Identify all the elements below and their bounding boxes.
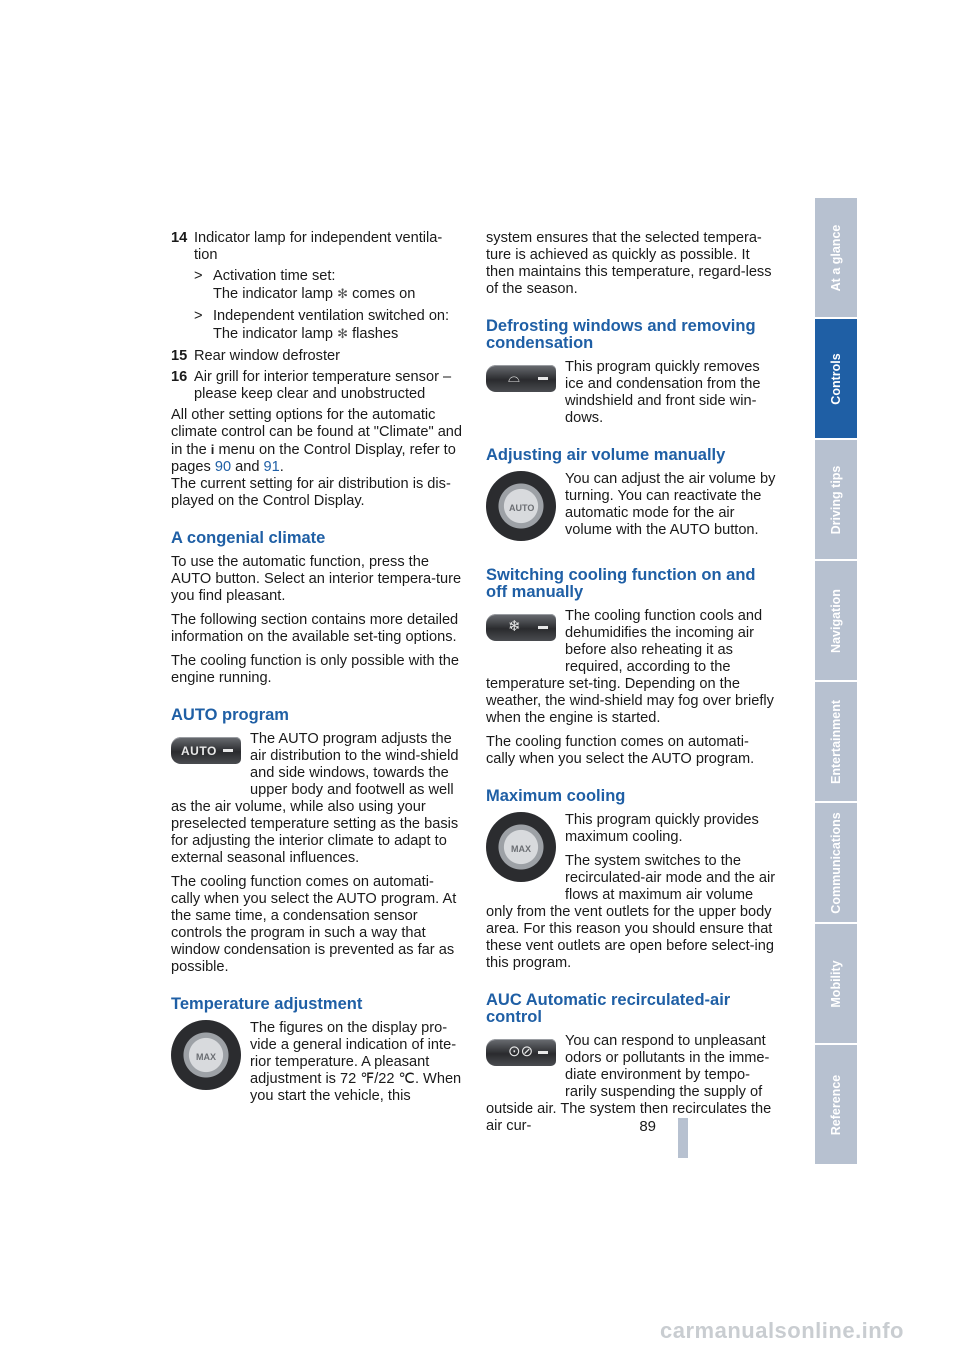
paragraph: The figures on the display pro-vide a general indication of inte-rior temperature. A pleasant adjustment is 72 ℉/22 ℃. When you start the vehicle, this xyxy=(250,1020,462,1104)
paragraph: You can adjust the air volume by turning. You can reactivate the automatic mode for the air volume with the AUTO button. xyxy=(565,471,776,538)
tab-label: Communications xyxy=(829,811,843,914)
list-item-16 xyxy=(171,369,463,403)
indicator-bar xyxy=(538,626,548,629)
button-label: AUTO xyxy=(181,744,217,758)
paragraph: The following section contains more detailed information on the available set-ting options. xyxy=(171,612,459,645)
paragraph: The cooling function comes on automati-cally when you select the AUTO program. xyxy=(486,734,755,767)
max-cooling-knob-image xyxy=(486,812,562,886)
tab-entertainment[interactable] xyxy=(815,682,857,801)
defrost-icon: ⌓ xyxy=(508,369,520,386)
temperature-knob-image xyxy=(171,1020,247,1094)
heading-maximum-cooling: Maximum cooling xyxy=(486,787,626,805)
item-number: 15 xyxy=(171,348,188,364)
item-text: Indicator lamp for independent ventila-tion xyxy=(194,230,443,263)
fan-indicator-icon: ✻ xyxy=(337,286,349,301)
tab-at-a-glance[interactable] xyxy=(815,198,857,317)
sub-line: The indicator lamp xyxy=(213,286,334,302)
info-menu-icon: i xyxy=(210,442,215,457)
tab-controls[interactable] xyxy=(815,319,857,438)
sub-line: comes on xyxy=(352,286,416,302)
sub-item-text xyxy=(213,308,449,343)
page-link-91[interactable]: 91 xyxy=(263,459,280,475)
sub-item-activation xyxy=(194,268,463,303)
tab-label: Navigation xyxy=(829,588,843,653)
paragraph: The cooling function is only possible with the engine running. xyxy=(171,653,459,686)
sub-line: The indicator lamp xyxy=(213,326,334,342)
air-volume-knob xyxy=(486,471,556,541)
page-link-90[interactable]: 90 xyxy=(214,459,232,475)
item-number: 14 xyxy=(171,230,188,246)
list-item-14 xyxy=(171,230,463,264)
temperature-knob xyxy=(171,1020,241,1090)
fan-indicator-icon: ✻ xyxy=(337,326,349,341)
snowflake-icon: ❄ xyxy=(508,618,521,635)
sub-line: flashes xyxy=(352,326,399,342)
text: menu on the Control Display, refer to pages xyxy=(171,442,456,475)
tab-label: Driving tips xyxy=(829,465,843,534)
text: . xyxy=(279,459,284,475)
auc-button-image xyxy=(486,1033,562,1091)
recirculation-icon: ⊙⊘ xyxy=(508,1043,534,1060)
indicator-bar xyxy=(538,1051,548,1054)
tab-label: Entertainment xyxy=(829,699,843,784)
section-tabs xyxy=(815,198,857,1166)
tab-label: At a glance xyxy=(829,224,843,291)
item-text: Air grill for interior temperature sensor – please keep clear and unobstructed xyxy=(194,369,452,402)
sub-item-text xyxy=(213,268,415,303)
item-number: 16 xyxy=(171,369,188,385)
auto-button xyxy=(171,737,241,764)
heading-temperature-adjustment: Temperature adjustment xyxy=(171,995,363,1013)
cooling-button-image xyxy=(486,608,562,666)
heading-auc: AUC Automatic recirculated-air control xyxy=(486,991,731,1026)
left-column xyxy=(171,230,463,1112)
paragraph: The system switches to the recirculated-air mode and the air flows at maximum air volume only from the vent outlets for the upper body area. For this reason you should ensure that these vent outlets are open before select-ing this program. xyxy=(486,853,776,971)
sub-item-independent xyxy=(194,308,463,343)
tab-label: Reference xyxy=(829,1074,843,1135)
bullet-arrow: > xyxy=(194,308,203,324)
sub-line: Activation time set: xyxy=(213,268,336,284)
paragraph: To use the automatic function, press the AUTO button. Select an interior tempera-ture you find pleasant. xyxy=(171,554,462,604)
heading-congenial-climate: A congenial climate xyxy=(171,529,326,547)
heading-air-volume: Adjusting air volume manually xyxy=(486,446,726,464)
page-marker-bar xyxy=(678,1118,688,1158)
page-number: 89 xyxy=(639,1118,656,1135)
text: and xyxy=(235,459,260,475)
tab-communications[interactable] xyxy=(815,803,857,922)
tab-mobility[interactable] xyxy=(815,924,857,1043)
auc-button xyxy=(486,1039,556,1066)
knob-label: AUTO xyxy=(509,503,535,513)
indicator-bar xyxy=(223,749,233,752)
air-volume-knob-image xyxy=(486,471,562,545)
item-text: Rear window defroster xyxy=(194,348,341,364)
paragraph: The cooling function comes on automati-cally when you select the AUTO program. At the same time, a condensation sensor controls the program in such a way that window condensation is prevented as far as possible. xyxy=(171,874,457,975)
paragraph: The AUTO program adjusts the air distribution to the wind-shield and side windows, towards the upper body and footwell as well as the air volume, while also using your preselected temperature setting as the basis for adjusting the interior climate to adapt to external seasonal influences. xyxy=(171,731,459,866)
right-column xyxy=(486,230,778,1142)
text: All other setting options for the automatic climate control can be found at "Climate" and in the xyxy=(171,407,463,458)
heading-defrosting: Defrosting windows and removing condensation xyxy=(486,317,756,352)
tab-driving-tips[interactable] xyxy=(815,440,857,559)
paragraph: The cooling function cools and dehumidifies the incoming air before also reheating it as required, according to the temperature set-ting. Depending on the weather, the wind-shield may fog over briefly when the engine is started. xyxy=(486,608,774,726)
paragraph: This program quickly provides maximum cooling. xyxy=(565,812,759,845)
text: The current setting for air distribution is dis-played on the Control Display. xyxy=(171,476,451,509)
paragraph: system ensures that the selected tempera-ture is achieved as quickly as possible. It then maintains this temperature, regard-less of the season. xyxy=(486,230,772,297)
cooling-button xyxy=(486,614,556,641)
watermark: carmanualsonline.info xyxy=(660,1318,904,1343)
paragraph: You can respond to unpleasant odors or pollutants in the imme-diate environment by tempo-rarily suspending the supply of outside air. The system then recirculates the air cur- xyxy=(486,1033,772,1134)
indicator-bar xyxy=(538,377,548,380)
paragraph-options xyxy=(171,407,463,510)
defrost-button xyxy=(486,365,556,392)
auto-button-image xyxy=(171,731,247,789)
paragraph: This program quickly removes ice and condensation from the windshield and front side win-dows. xyxy=(565,359,761,426)
defrost-button-image xyxy=(486,359,562,417)
heading-cooling-function: Switching cooling function on and off manually xyxy=(486,566,756,601)
heading-auto-program: AUTO program xyxy=(171,706,289,724)
list-item-15 xyxy=(171,348,463,365)
knob-label: MAX xyxy=(511,844,531,854)
max-cooling-knob xyxy=(486,812,556,882)
tab-navigation[interactable] xyxy=(815,561,857,680)
knob-label: MAX xyxy=(196,1052,216,1062)
sub-line: Independent ventilation switched on: xyxy=(213,308,450,324)
tab-label: Mobility xyxy=(829,959,843,1008)
bullet-arrow: > xyxy=(194,268,203,284)
tab-reference[interactable] xyxy=(815,1045,857,1164)
tab-label: Controls xyxy=(829,352,843,405)
